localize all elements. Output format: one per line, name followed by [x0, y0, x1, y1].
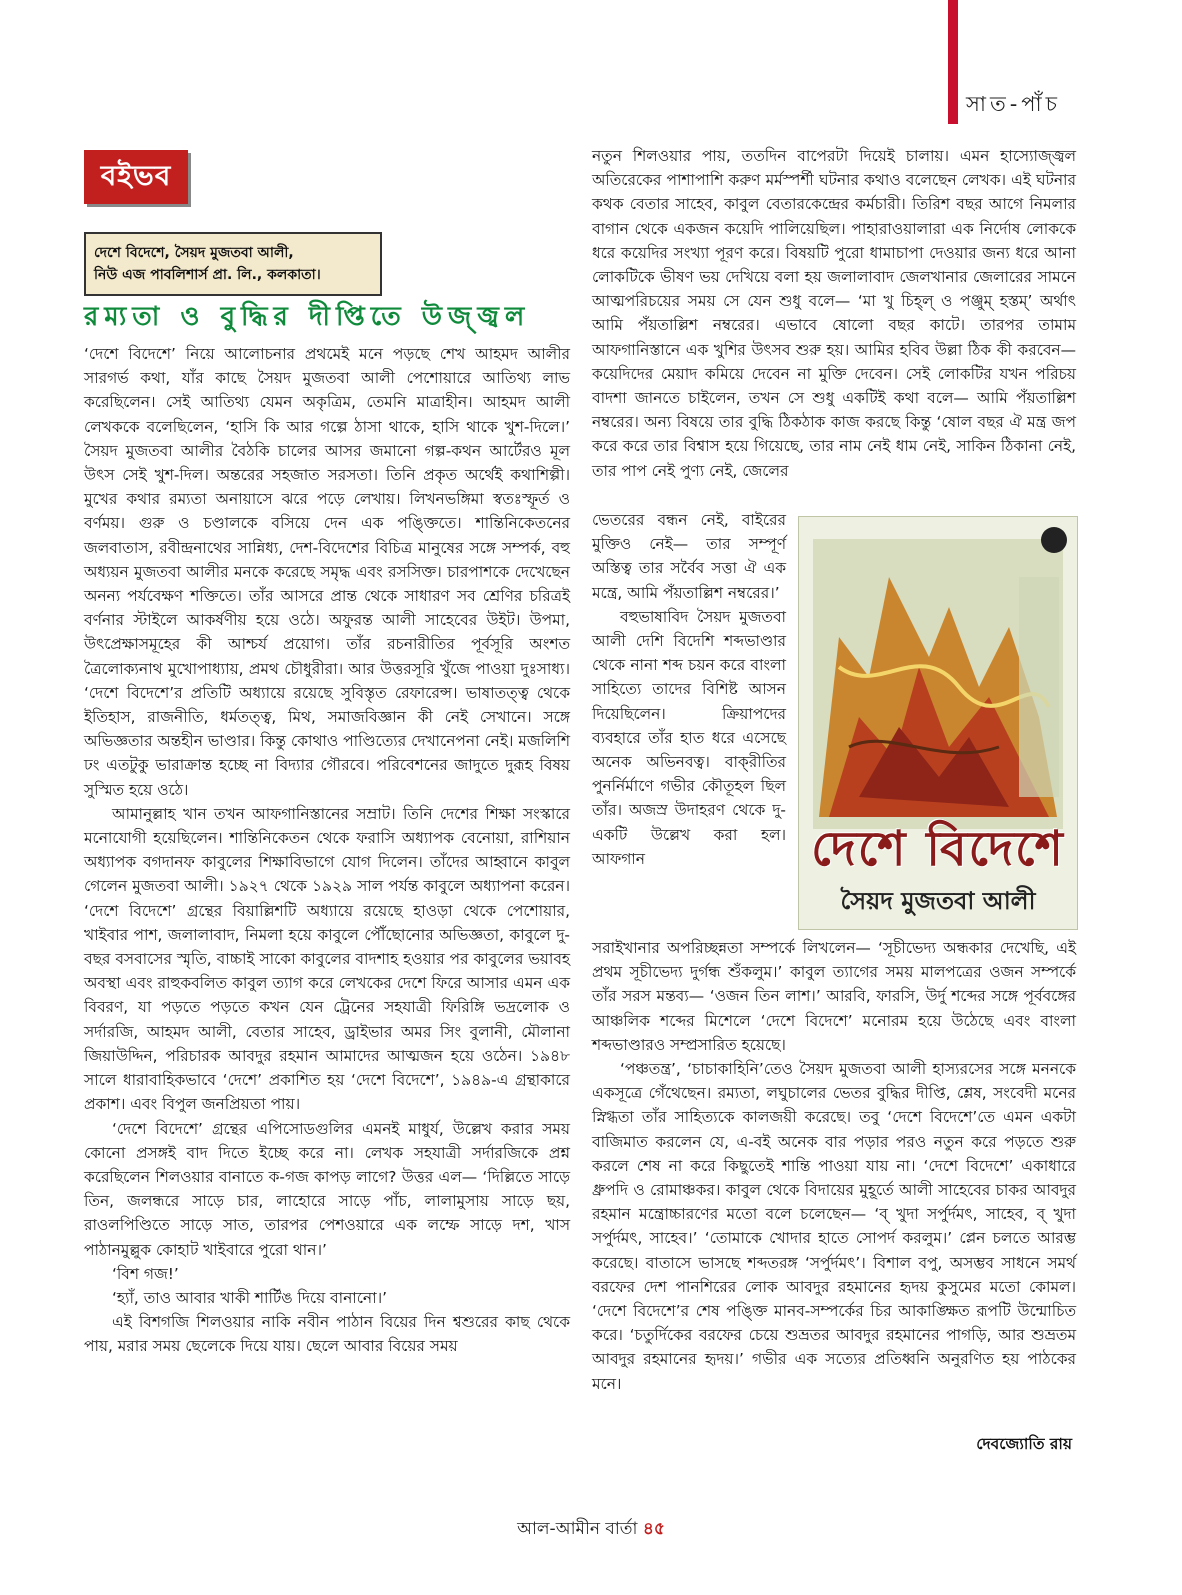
section-badge: বইভব	[84, 150, 188, 204]
publisher-logo-icon	[1041, 527, 1067, 553]
paragraph: আমানুল্লাহ খান তখন আফগানিস্তানের সম্রাট। তিনি দেশের শিক্ষা সংস্কারে মনোযোগী হয়েছিলেন। শান্তিনিকেতন থেকে ফরাসি অধ্যাপক বেনোয়া, রাশিয়ান অধ্যাপক বগদানফ কাবুলের শিক্ষাবিভাগে যোগ দিলেন। তাঁদের আহ্বানে কাবুল গেলেন মুজতবা আলী। ১৯২৭ থেকে ১৯২৯ সাল পর্যন্ত কাবুলে অধ্যাপনা করেন। ‘দেশে বিদেশে’ গ্রন্থের বিয়াল্লিশটি অধ্যায়ে রয়েছে হাওড়া থেকে পেশোয়ার, খাইবার পাশ, জলালাবাদ, নিমলা হয়ে কাবুলে পৌঁছোনোর অভিজ্ঞতা, কাবুলে দু-বছর বসবাসের স্মৃতি, বাচ্চাই সাকো কাবুলের বাদশাহ হওয়ার পর কাবুলের ভয়াবহ অবস্থা এবং রাহুকবলিত কাবুল ত্যাগ করে লেখকের দেশে ফিরে আসার এমন এক বিবরণ, যা পড়তে পড়তে কখন যেন ট্রেনের সহযাত্রী ফিরিঙ্গি ভদ্রলোক ও সর্দারজি, আহমদ আলী, বেতার সাহেব, ড্রাইভার অমর সিং বুলানী, মৌলানা জিয়াউদ্দিন, পরিচারক আবদুর রহমান আমাদের আত্মজন হয়ে ওঠেন। ১৯৪৮ সালে ধারাবাহিকভাবে ‘দেশে’ প্রকাশিত হয় ‘দেশে বিদেশে’, ১৯৪৯-এ গ্রন্থাকারে প্রকাশ। এবং বিপুল জনপ্রিয়তা পায়।	[84, 804, 570, 1114]
paragraph: ‘হ্যাঁ, তাও আবার খাকী শার্টিঙ দিয়ে বানানো।’	[112, 1288, 387, 1307]
paragraph: সরাইখানার অপরিচ্ছন্নতা সম্পর্কে লিখলেন— ‘সূচীভেদ্য অন্ধকার দেখেছি, এই প্রথম সূচীভেদ্য দুর্গন্ধ শুঁকলুম।’ কাবুল ত্যাগের সময় মালপত্রের ওজন সম্পর্কে তাঁর সরস মন্তব্য— ‘ওজন তিন লাশ।’ আরবি, ফারসি, উর্দু শব্দের সঙ্গে পূর্ববঙ্গের আঞ্চলিক শব্দের মিশেলে ‘দেশে বিদেশে’ মনোরম হয়ে উঠেছে এবং বাংলা শব্দভাণ্ডারও সম্প্রসারিত হয়েছে।	[592, 939, 1076, 1054]
paragraph: ‘পঞ্চতন্ত্র’, ‘চাচাকাহিনি’তেও সৈয়দ মুজতবা আলী হাস্যরসের সঙ্গে মননকে একসূত্রে গেঁথেছেন। রম্যতা, লঘুচালের ভেতর বুদ্ধির দীপ্তি, শ্লেষ, সংবেদী মনের স্নিগ্ধতা তাঁর সাহিত্যকে কালজয়ী করেছে। তবু ‘দেশে বিদেশে’তে এমন একটা বাজিমাত করলেন যে, এ-বই অনেক বার পড়ার পরও নতুন করে পড়তে শুরু করলে শেষ না করে কিছুতেই শান্তি পাওয়া যায় না। ‘দেশে বিদেশে’ একাধারে ধ্রুপদি ও রোমাঞ্চকর। কাবুল থেকে বিদায়ের মুহূর্তে আলী সাহেবের চাকর আবদুর রহমান মন্ত্রোচ্চারণের মতো বলে চলেছেন— ‘ব্ খুদা সর্পুর্দমৎ, সাহেব, ব্ খুদা সর্পুর্দমৎ, সাহেব।’ ‘তোমাকে খোদার হাতে সোপর্দ করলুম।’ প্লেন চলতে আরম্ভ করেছে। বাতাসে ভাসছে শব্দতরঙ্গ ‘সর্পুর্দমৎ’। বিশাল বপু, অসম্ভব সাধনে সমর্থ বরফের দেশ পানশিরের লোক আবদুর রহমানের হৃদয় কুসুমের মতো কোমল। ‘দেশে বিদেশে’র শেষ পঙ্ক্তি মানব-সম্পর্কের চির আকাঙ্ক্ষিত রূপটি উন্মোচিত করে। ‘চতুর্দিকের বরফের চেয়ে শুভ্রতর আবদুর রহমানের পাগড়ি, আর শুভ্রতম আবদুর রহমানের হৃদয়।’ গভীর এক সত্যের প্রতিধ্বনি অনুরণিত হয় পাঠকের মনে।	[592, 1060, 1076, 1393]
paragraph: ‘বিশ গজ!’	[112, 1264, 179, 1283]
page-number: ৪৫	[642, 1519, 665, 1539]
section-header-label: সাত-পাঁচ	[966, 92, 1061, 116]
page-footer	[0, 1516, 1182, 1544]
paragraph: নতুন শিলওয়ার পায়, ততদিন বাপেরটা দিয়েই চালায়। এমন হাস্যোজ্জ্বল অতিরেকের পাশাপাশি করুণ মর্মস্পর্শী ঘটনার কথাও বলেছেন লেখক। এই ঘটনার কথক বেতার সাহেব, কাবুল বেতারকেন্দ্রের কর্মচারী। তিরিশ বছর আগে নিমলার বাগান থেকে একজন কয়েদি পালিয়েছিল। পাহারাওয়ালারা এক নির্দোষ লোককে ধরে কয়েদির সংখ্যা পূরণ করে। বিষয়টি পুরো ধামাচাপা দেওয়ার জন্য ধরে আনা লোকটিকে ভীষণ ভয় দেখিয়ে বলা হয় জলালাবাদ জেলখানার জেলারের সামনে আত্মপরিচয়ের সময় সে যেন শুধু বলে— ‘মা খু চিহ্ল্ ও পঞ্জুম্ হস্তম্’ অর্থাৎ আমি পঁয়তাল্লিশ নম্বরের। এভাবে ষোলো বছর কাটে। তারপর তামাম আফগানিস্তানে এক খুশির উৎসব শুরু হয়। আমির হবিব উল্লা ঠিক কী করবেন— কয়েদিদের মেয়াদ কমিয়ে দেবেন না মুক্তি দেবেন। সেই লোকটির যখন পরিচয় বাদশা জানতে চাইলেন, তখন সে শুধু একটিই কথা বলে— আমি পঁয়তাল্লিশ নম্বরের। অন্য বিষয়ে তার বুদ্ধি ঠিকঠাক কাজ করছে কিন্তু ‘ষোল বছর ঐ মন্ত্র জপ করে করে তার বিশ্বাস হয়ে গিয়েছে, তার নাম নেই ধাম নেই, সাকিন ঠিকানা নেই, তার পাপ নেই পুণ্য নেই, জেলের	[592, 147, 1076, 480]
right-column-top	[592, 144, 1076, 483]
book-cover-image	[798, 516, 1078, 930]
book-cover-title: দেশে বিদেশে	[811, 821, 1065, 877]
paragraph: এই বিশগজি শিলওয়ার নাকি নবীন পাঠান বিয়ের দিন শ্বশুরের কাছ থেকে পায়, মরার সময় ছেলেকে দিয়ে যায়। ছেলে আবার বিয়ের সময়	[84, 1313, 570, 1356]
right-column-bottom	[592, 936, 1076, 1396]
paragraph: বহুভাষাবিদ সৈয়দ মুজতবা আলী দেশি বিদেশি শব্দভাণ্ডার থেকে নানা শব্দ চয়ন করে বাংলা সাহিত্যে তাদের বিশিষ্ট আসন দিয়েছিলেন। ক্রিয়াপদের ব্যবহারে তাঁর হাত ধরে এসেছে অনেক অভিনবত্ব। বাক্‌রীতির পুনর্নির্মাণে গভীর কৌতূহল ছিল তাঁর। অজস্র উদাহরণ থেকে দু-একটি উল্লেখ করা হল। আফগান	[592, 607, 786, 868]
book-info-line-1: দেশে বিদেশে, সৈয়দ মুজতবা আলী,	[94, 245, 294, 261]
left-column	[84, 342, 570, 1359]
book-cover-author: সৈয়দ মুজতবা আলী	[840, 887, 1036, 915]
paragraph: ‘দেশে বিদেশে’ গ্রন্থের এপিসোডগুলির এমনই মাধুর্য, উল্লেখ করার সময় কোনো প্রসঙ্গই বাদ দিতে ইচ্ছে করে না। লেখক সহযাত্রী সর্দারজিকে প্রশ্ন করেছিলেন শিলওয়ার বানাতে ক-গজ কাপড় লাগে? উত্তর এল— ‘দিল্লিতে সাড়ে তিন, জলন্ধরে সাড়ে চার, লাহোরে সাড়ে পাঁচ, লালামুসায় সাড়ে ছয়, রাওলপিণ্ডিতে সাড়ে সাত, তারপর পেশওয়ারে এক লম্ফে সাড়ে দশ, খাস পাঠানমুল্লুক কোহাট খাইবারে পুরো থান।’	[84, 1119, 570, 1259]
header-red-bar	[948, 0, 958, 124]
paragraph: ‘দেশে বিদেশে’ নিয়ে আলোচনার প্রথমেই মনে পড়ছে শেখ আহমদ আলীর সারগর্ভ কথা, যাঁর কাছে সৈয়দ মুজতবা আলী পেশোয়ারে আতিথ্য লাভ করেছিলেন। সেই আতিথ্য যেমন অকৃত্রিম, তেমনি মাত্রাহীন। আহমদ আলী লেখককে বলেছিলেন, ‘হাসি কি আর গল্পে ঠাসা থাকে, হাসি থাকে খুশ-দিলে।’ সৈয়দ মুজতবা আলীর বৈঠকি চালের আসর জমানো গল্প-কথন আর্টেরও মূল উৎস সেই খুশ-দিল। অন্তরের সহজাত সরসতা। তিনি প্রকৃত অর্থেই কথাশিল্পী। মুখের কথার রম্যতা অনায়াসে ঝরে পড়ে লেখায়। লিখনভঙ্গিমা স্বতঃস্ফূর্ত ও বর্ণময়। গুরু ও চণ্ডালকে বসিয়ে দেন এক পঙ্ক্তিতে। শান্তিনিকেতনের জলবাতাস, রবীন্দ্রনাথের সান্নিধ্য, দেশ-বিদেশের বিচিত্র মানুষের সঙ্গে সম্পর্ক, বহু অধ্যয়ন মুজতবা আলীর মনকে করেছে সমৃদ্ধ এবং রসসিক্ত। চারপাশকে দেখেছেন অনন্য পর্যবেক্ষণ শক্তিতে। তাঁর আসরে প্রান্ত থেকে সাধারণ সব শ্রেণির চরিত্রই বর্ণনার স্টাইলে আকর্ষণীয় হয়ে ওঠে। অফুরন্ত আলী সাহেবের উইট। উপমা, উৎপ্রেক্ষাসমূহের কী আশ্চর্য প্রয়োগ। তাঁর রচনারীতির পূর্বসূরি অংশত ত্রৈলোক্যনাথ মুখোপাধ্যায়, প্রমথ চৌধুরীরা। আর উত্তরসূরি খুঁজে পাওয়া দুঃসাধ্য। ‘দেশে বিদেশে’র প্রতিটি অধ্যায়ে রয়েছে সুবিস্তৃত রেফারেন্স। ভাষাতত্ত্ব থেকে ইতিহাস, রাজনীতি, ধর্মতত্ত্ব, মিথ, সমাজবিজ্ঞান কী নেই সেখানে। সঙ্গে অভিজ্ঞতার অন্তহীন ভাণ্ডার। কিন্তু কোথাও পাণ্ডিত্যের দেখানেপনা নেই। মজলিশি ঢং এতটুকু ভারাক্রান্ত হচ্ছে না বিদ্যার গৌরবে। পরিবেশনের জাদুতে দুরূহ বিষয় সুস্মিত হয়ে ওঠে।	[84, 345, 570, 799]
magazine-name: আল-আমীন বার্তা	[517, 1519, 638, 1539]
book-info-box	[84, 232, 382, 296]
paragraph: ভেতরের বন্ধন নেই, বাইরের মুক্তিও নেই— তার সম্পূর্ণ অস্তিত্ব তার সর্বৈব সত্তা ঐ এক মন্ত্রে, আমি পঁয়তাল্লিশ নম্বরের।’	[592, 511, 786, 602]
article-author: দেবজ্যোতি রায়	[976, 1435, 1072, 1453]
right-column-narrow	[592, 508, 786, 871]
article-headline: রম্যতা ও বুদ্ধির দীপ্তিতে উজ্জ্বল	[84, 302, 531, 332]
book-info-line-2: নিউ এজ পাবলিশার্স প্রা. লি., কলকাতা।	[94, 267, 321, 283]
